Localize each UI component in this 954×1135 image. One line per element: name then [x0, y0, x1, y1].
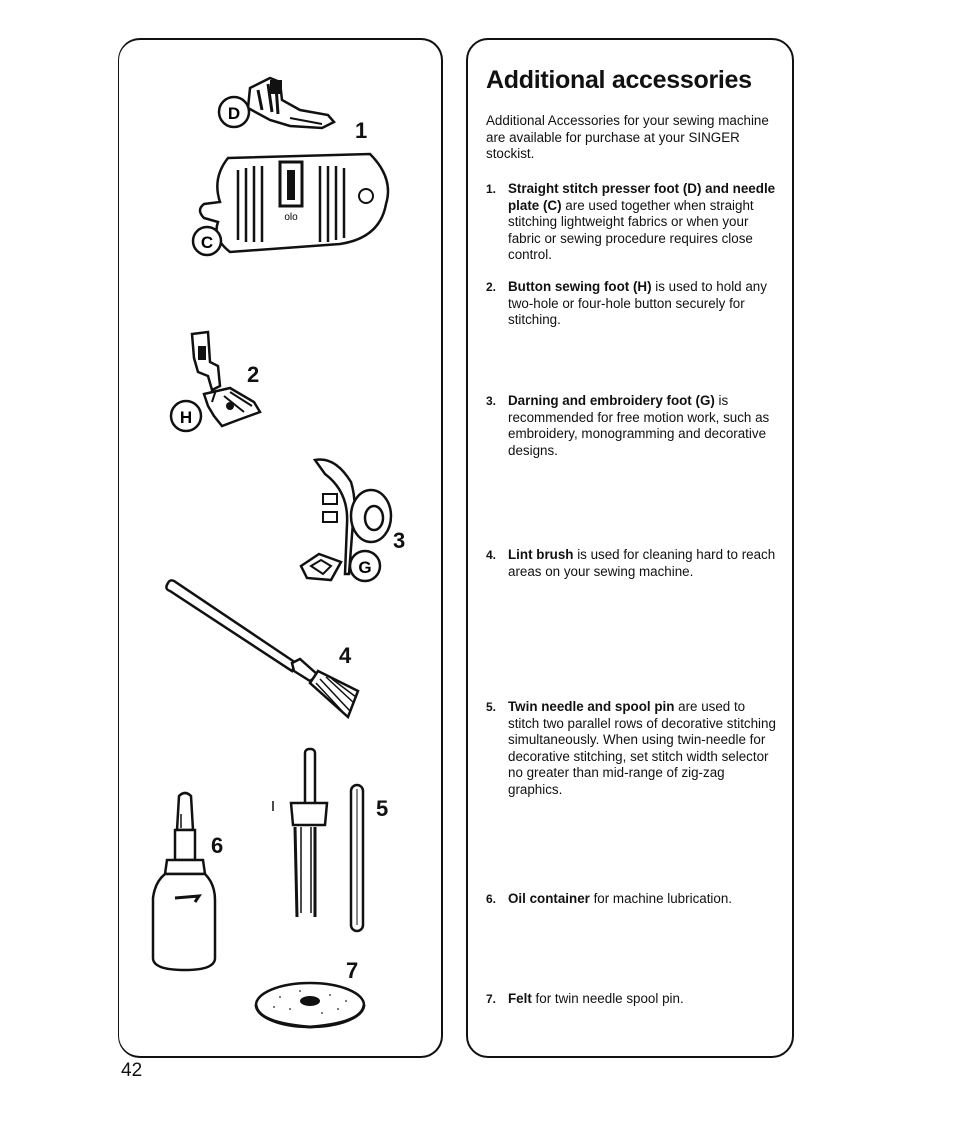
- badge-g: G: [358, 558, 372, 577]
- item-number: 3.: [486, 394, 497, 408]
- item-number: 1.: [486, 182, 497, 196]
- label-1: 1: [355, 118, 368, 143]
- intro-text: Additional Accessories for your sewing machine are available for purchase at your SINGER stockist.: [486, 113, 769, 161]
- item-text: is used for cleaning hard to reach areas on your sewing machine.: [508, 547, 776, 579]
- list-item: [486, 991, 776, 1008]
- page-number: 42: [121, 1060, 143, 1081]
- label-6: 6: [211, 833, 224, 858]
- item-text: are used to stitch two parallel rows of decorative stitching simultaneously. When using twin-needle for decorative stitching, set stitch width selector no greater than mid-range of zig-zag graphics.: [508, 699, 776, 797]
- item-text: is used to hold any two-hole or four-hole button securely for stitching.: [508, 279, 767, 327]
- list-item: [486, 891, 776, 908]
- item-number: 4.: [486, 548, 497, 562]
- label-7: 7: [346, 958, 359, 983]
- list-item: [486, 547, 776, 580]
- svg-text:olo: olo: [284, 212, 298, 223]
- item-number: 7.: [486, 992, 497, 1006]
- label-3: 3: [393, 528, 406, 553]
- item-text: for machine lubrication.: [589, 891, 733, 906]
- presser-foot-illustration: [210, 70, 340, 145]
- item-number: 6.: [486, 892, 497, 906]
- badge-d: D: [227, 104, 241, 123]
- button-sewing-foot-illustration: [168, 328, 278, 443]
- item-text: is recommended for free motion work, such as embroidery, monogramming and decorative designs.: [508, 393, 770, 458]
- oil-container-illustration: [145, 790, 230, 980]
- item-title: Oil container: [508, 891, 590, 906]
- felt-illustration: [250, 975, 370, 1035]
- badge-h: H: [179, 408, 193, 427]
- list-item: [486, 279, 776, 329]
- label-2: 2: [247, 362, 260, 387]
- item-title: Button sewing foot (H): [508, 279, 652, 294]
- label-5: 5: [376, 796, 389, 821]
- item-number: 5.: [486, 700, 497, 714]
- label-4: 4: [339, 643, 352, 668]
- item-text: are used together when straight stitching lightweight fabrics or when your fabric or sewing procedure requires close control.: [508, 197, 754, 262]
- item-title: Darning and embroidery foot (G): [508, 393, 715, 408]
- page-title: Additional accessories: [486, 66, 752, 94]
- list-item: [486, 393, 776, 459]
- list-item: [486, 181, 776, 264]
- item-text: for twin needle spool pin.: [531, 991, 684, 1006]
- item-title: Twin needle and spool pin: [508, 699, 675, 714]
- needle-plate-illustration: [190, 148, 400, 263]
- item-title: Straight stitch presser foot (D) and needle plate (C): [508, 181, 776, 213]
- item-title: Lint brush: [508, 547, 574, 562]
- list-item: [486, 699, 776, 798]
- item-title: Felt: [508, 991, 532, 1006]
- badge-c: C: [200, 233, 214, 252]
- twin-needle-illustration: [265, 745, 380, 935]
- item-number: 2.: [486, 280, 497, 294]
